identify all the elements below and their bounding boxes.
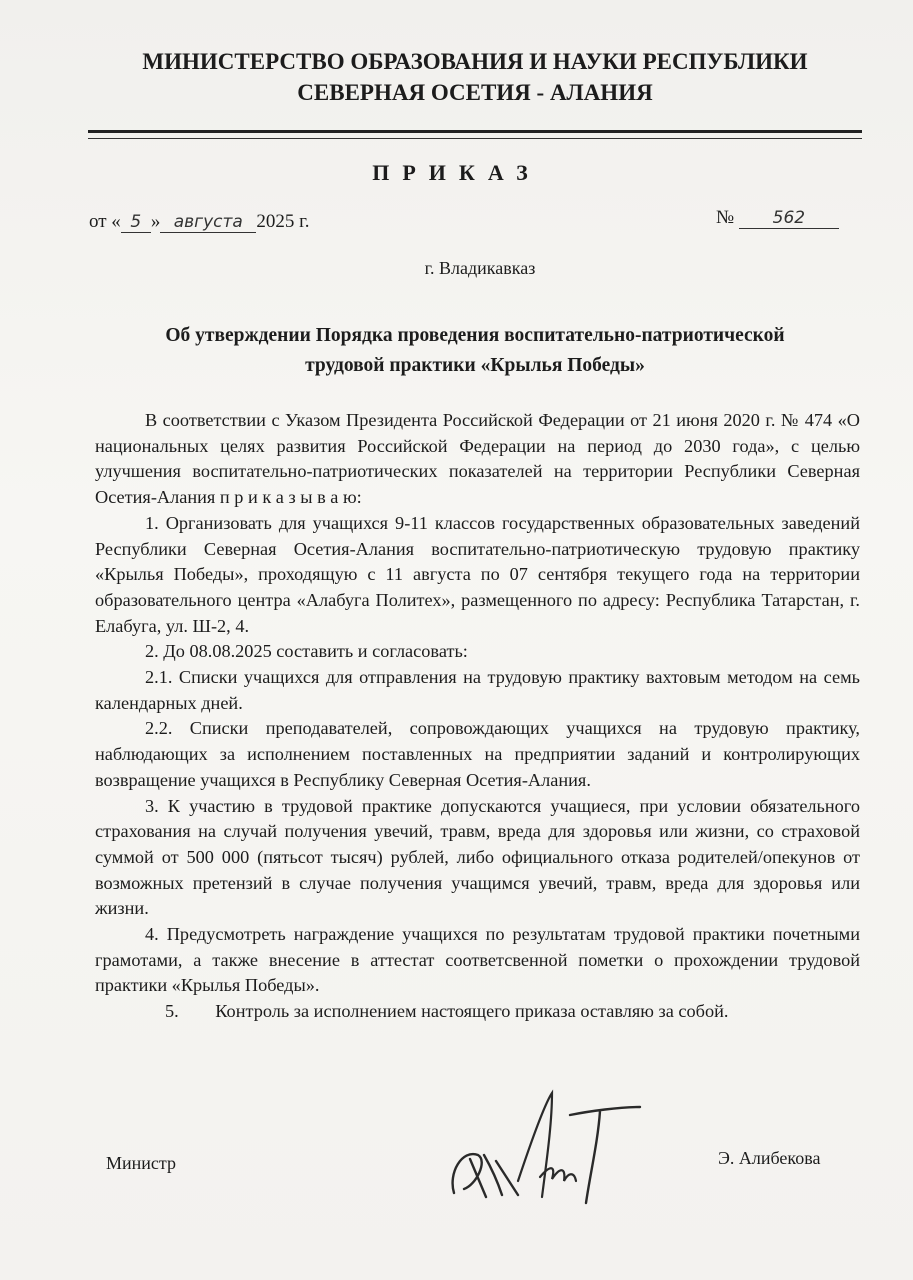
date-day: 5 — [121, 212, 151, 233]
order-date — [89, 211, 309, 233]
subject-line1: Об утверждении Порядка проведения воспитательно-патриотической — [165, 325, 785, 346]
order-body — [95, 408, 860, 1025]
signatory-name: Э. Алибекова — [718, 1148, 821, 1168]
date-prefix: от « — [89, 211, 121, 232]
date-year: 2025 г. — [256, 211, 310, 232]
signatory-role: Министр — [106, 1153, 176, 1173]
number-value: 562 — [739, 208, 839, 229]
header-rule-thin — [88, 138, 862, 139]
header-rule-thick — [88, 130, 862, 133]
subject-line2: трудовой практики «Крылья Победы» — [305, 355, 645, 376]
paragraph-item-5: 5. Контроль за исполнением настоящего приказа оставляю за собой. — [165, 1001, 729, 1022]
order-subject — [100, 321, 850, 381]
paragraph-item-2: 2. До 08.08.2025 составить и согласовать: — [145, 641, 468, 662]
order-number — [716, 207, 839, 229]
paragraph-item-2-1: 2.1. Списки учащихся для отправления на трудовую практику вахтовым методом на семь календарных дней. — [95, 667, 860, 713]
date-mid: » — [150, 211, 161, 232]
number-label: № — [716, 207, 735, 228]
ministry-header — [80, 46, 870, 108]
paragraph-item-1: 1. Организовать для учащихся 9-11 классов государственных образовательных заведений Республики Северная Осетия-Алания воспитательно-патриотическую трудовую практику «Крылья Победы», проходящую с 11 августа по 07 сентября текущего года на территории образовательного центра «Алабуга Политех», размещенного по адресу: Республика Татарстан, г. Елабуга, ул. Ш-2, 4. — [95, 512, 860, 636]
city: г. Владикавказ — [424, 258, 536, 278]
handwritten-signature-icon — [440, 1085, 650, 1215]
paragraph-item-3: 3. К участию в трудовой практике допускаются учащиеся, при условии обязательного страхования на случай получения увечий, травм, вреда для здоровья или жизни, со страховой суммой от 500 000 (пятьсот тысяч) рублей, либо официального отказа родителей/опекунов от возможных претензий в случае получения учащимся увечий, травм, вреда для здоровья или жизни. — [95, 795, 860, 919]
date-month: августа — [160, 212, 256, 233]
ministry-header-line1: МИНИСТЕРСТВО ОБРАЗОВАНИЯ И НАУКИ РЕСПУБЛИКИ — [142, 49, 808, 74]
order-title: ПРИКАЗ — [372, 160, 541, 185]
paragraph-item-4: 4. Предусмотреть награждение учащихся по результатам трудовой практики почетными грамотами, а также внесение в аттестат соответсвенной пометки о прохождении трудовой практики «Крылья Победы». — [95, 924, 860, 996]
paragraph-preamble: В соответствии с Указом Президента Российской Федерации от 21 июня 2020 г. № 474 «О национальных целях развития Российской Федерации на период до 2030 года», с целью улучшения воспитательно-патриотических показателей на территории Республики Северная Осетия-Алания п р и к а з ы в а ю: — [95, 410, 860, 508]
paragraph-item-2-2: 2.2. Списки преподавателей, сопровождающих учащихся на трудовую практику, наблюдающих за исполнением поставленных на предприятии заданий и контролирующих возвращение учащихся в Республику Северная Осетия-Алания. — [95, 718, 860, 790]
ministry-header-line2: СЕВЕРНАЯ ОСЕТИЯ - АЛАНИЯ — [297, 80, 653, 105]
